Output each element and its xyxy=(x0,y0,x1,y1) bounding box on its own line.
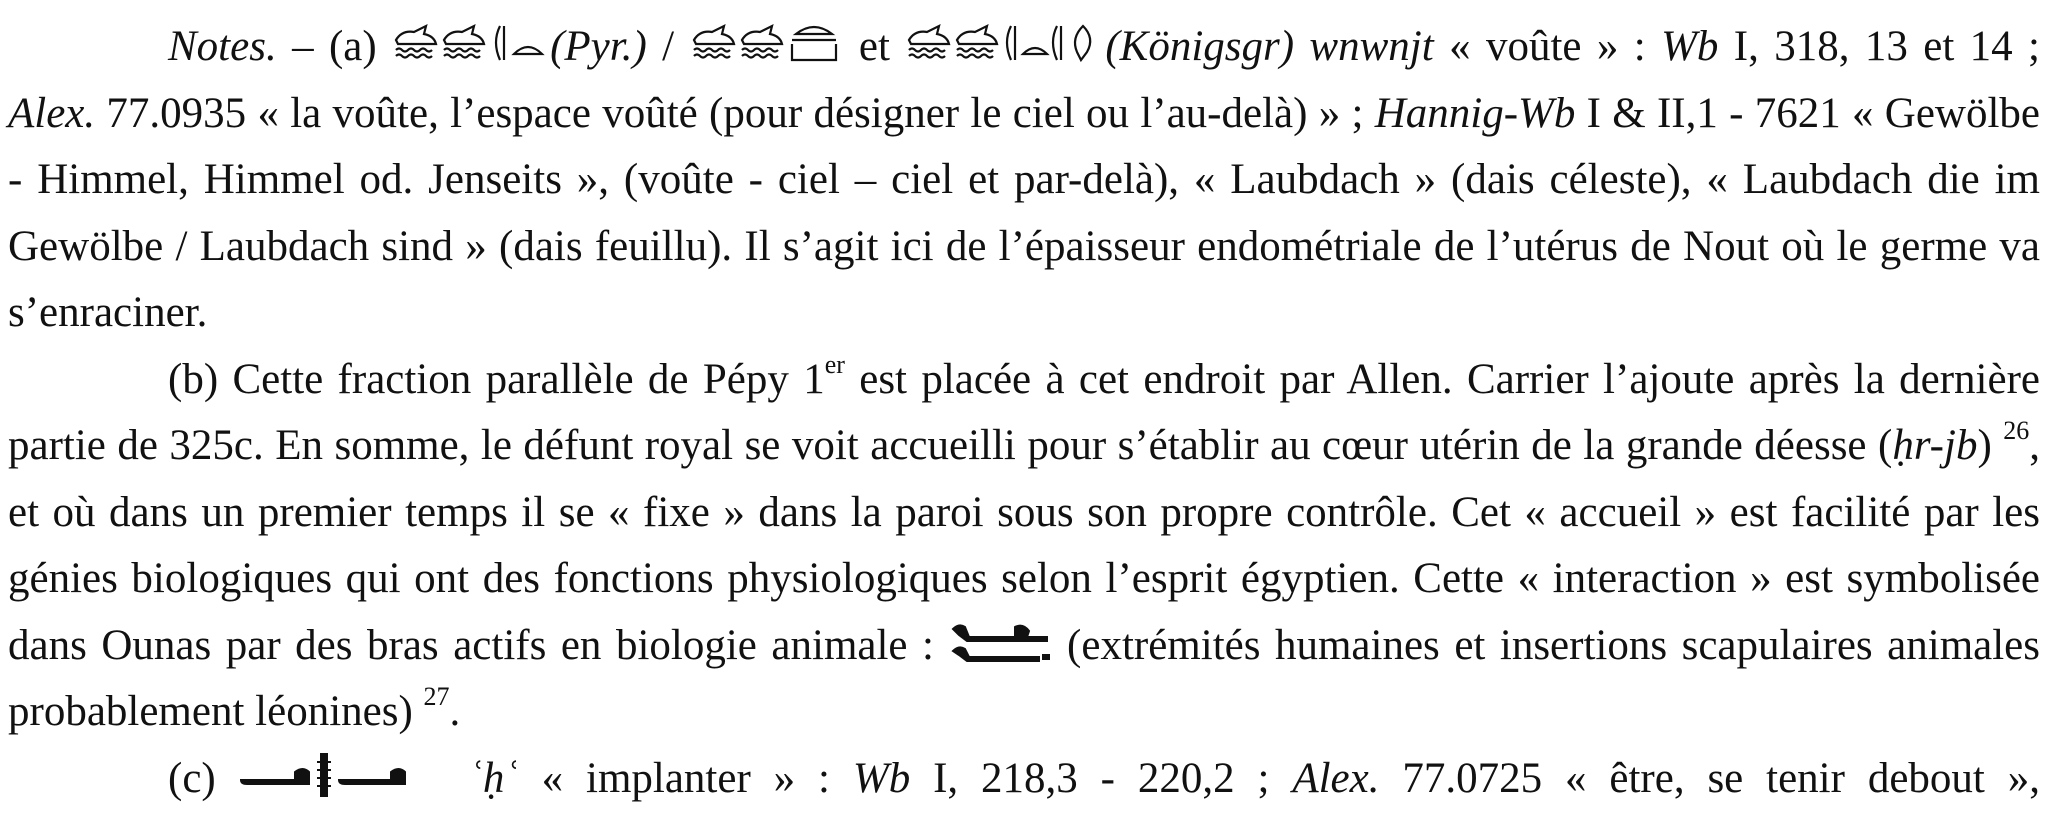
wb-abbrev-c: Wb xyxy=(852,754,911,802)
paragraph-b-text-4: , et où dans un premier temps il se « fixe » dans la paroi sous son propre contrôle. Cet « accueil » est facilité par les génies biologiques qui ont des fonctions physiologiques selon l’esprit égyptien. Cette « interaction » est symbolisée dans Ounas par des bras actifs en biologie animale : xyxy=(8,422,2040,669)
hieroglyph-hare-water-group-icon xyxy=(392,20,550,66)
hieroglyph-hare-water-box-group-icon xyxy=(690,20,844,66)
alex-abbrev-c: Alex. xyxy=(1292,754,1380,802)
paragraph-b-text-3: ) xyxy=(1977,422,2004,469)
hieroglyph-arms-group-icon xyxy=(949,619,1053,665)
wb-abbrev: Wb xyxy=(1661,23,1719,70)
note-c-marker: (c) xyxy=(168,754,239,802)
paragraph-b xyxy=(8,347,2040,746)
footnote-27: 27 xyxy=(423,682,450,711)
wb-reference: I, 318, 13 et 14 ; xyxy=(1718,23,2040,70)
paragraph-b-text-2: est placée à cet endroit par Allen. Carrier l’ajoute après la dernière partie de 325c. En somme, le défunt royal se voit accueilli pour s’établir au cœur utérin de la grande déesse ( xyxy=(8,355,2040,469)
hieroglyph-aha-group-icon xyxy=(239,752,469,798)
paragraph-c xyxy=(8,746,2040,813)
note-a-marker: – (a) xyxy=(276,23,393,70)
paragraph-b-text-6: . xyxy=(449,688,461,735)
paragraph-c-text-2: I, 218,3 - 220,2 ; xyxy=(910,754,1293,802)
superscript-er: er xyxy=(824,349,845,379)
paragraph-c-text-1: « implanter » : xyxy=(518,754,853,802)
document-page xyxy=(8,14,2040,812)
paragraph-c-text-3: 77.0725 « être, se tenir debout », xyxy=(1379,754,2040,802)
slash-separator: / xyxy=(646,23,690,70)
paragraph-b-text-5: (extrémités humaines et insertions scapulaires animales probablement léonines) xyxy=(8,621,2040,735)
wnwnjt-word: wnwnjt xyxy=(1294,23,1434,70)
alex-abbrev: Alex. xyxy=(8,89,96,137)
alex-reference: 77.0935 « la voûte, l’espace voûté (pour désigner le ciel ou l’au-delà) » ; xyxy=(95,89,1375,137)
voute-gloss: « voûte » : xyxy=(1433,23,1662,70)
hannig-reference: I & II,1 - 7621 « Gewölbe - Himmel, Himmel od. Jenseits », (voûte - ciel – ciel et par-delà), « Laubdach » (dais céleste), « Laubdach die im Gewölbe / Laubdach sind » (dais feuillu). Il s’agit ici de l’épaisseur endométriale de l’utérus de Nout où le germe va s’enraciner. xyxy=(8,89,2041,336)
konigsgr-abbrev: (Königsgr) xyxy=(1105,23,1295,70)
et-word: et xyxy=(843,23,906,70)
notes-label: Notes. xyxy=(168,23,277,70)
hannig-abbrev: Hannig-Wb xyxy=(1374,89,1576,137)
aha-term: ʿḥʿ xyxy=(468,754,519,802)
paragraph-b-text-1: (b) Cette fraction parallèle de Pépy 1 xyxy=(168,355,825,403)
paragraph-a xyxy=(8,14,2040,347)
hr-jb-term: ḥr-jb xyxy=(1892,422,1978,469)
pyr-abbrev: (Pyr.) xyxy=(550,23,647,70)
hieroglyph-hare-water-reed-group-icon xyxy=(905,20,1105,66)
footnote-26: 26 xyxy=(2003,416,2030,445)
